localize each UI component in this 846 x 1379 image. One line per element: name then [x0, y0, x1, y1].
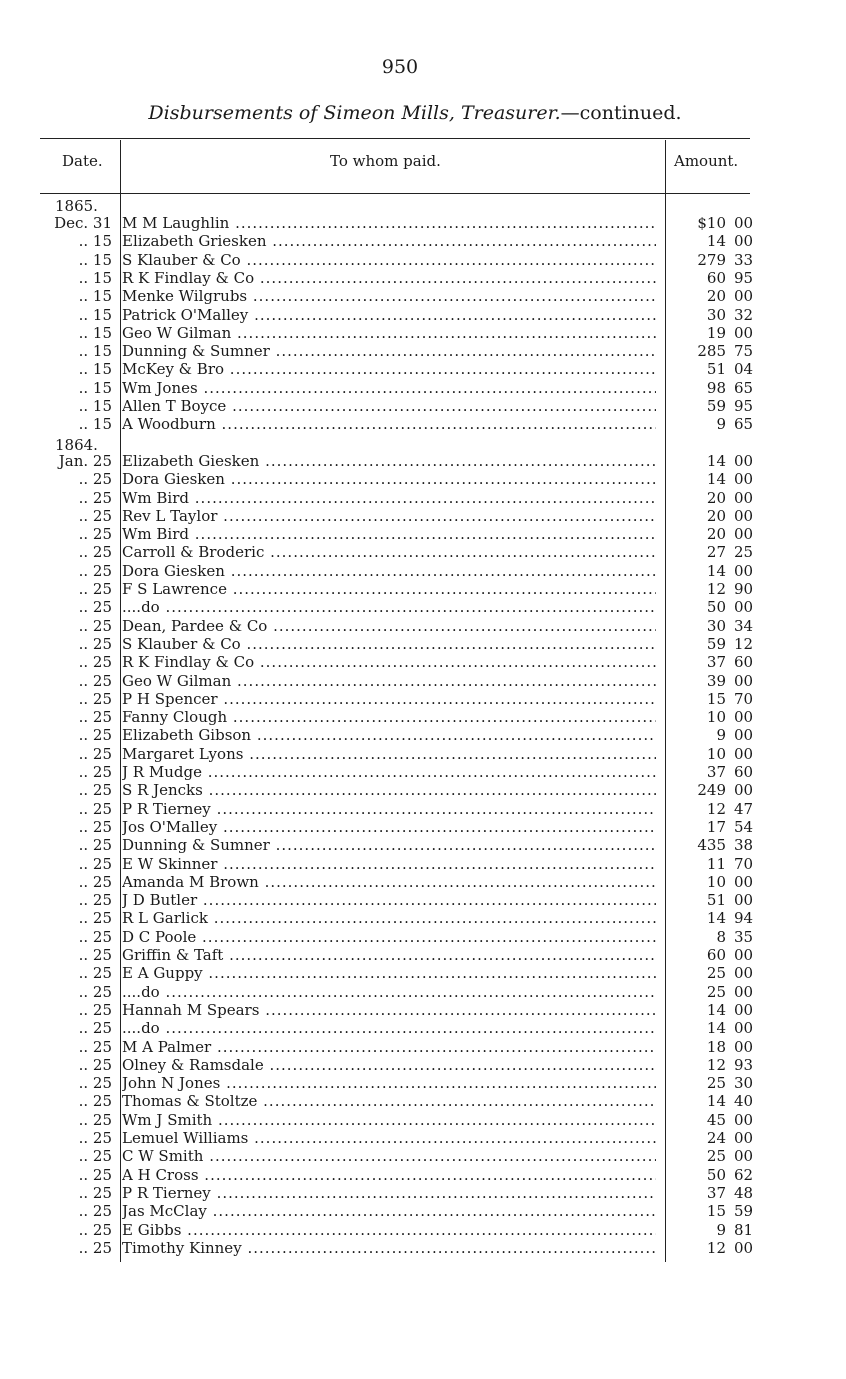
table-row: [0, 1221, 846, 1239]
amount-dollars-cell: 10: [706, 708, 726, 727]
table-row: [0, 397, 846, 415]
table-row: [0, 635, 846, 653]
date-cell: .. 15: [78, 378, 112, 397]
amount-cents-cell: 95: [734, 397, 754, 415]
table-row: [0, 1038, 846, 1056]
amount-dollars-cell: 39: [706, 671, 726, 690]
date-cell: .. 25: [78, 1129, 112, 1147]
amount-cents-cell: 00: [734, 726, 754, 745]
amount-dollars-cell: 37: [706, 763, 726, 781]
amount-cents-cell: 00: [734, 891, 754, 910]
payee-cell: Fanny Clough .....: [122, 708, 656, 726]
date-cell: Jan. 25: [58, 451, 112, 470]
date-cell: .. 25: [78, 1220, 112, 1239]
table-row: [0, 1111, 846, 1129]
amount-cents-cell: 00: [734, 1000, 754, 1019]
date-cell: .. 25: [78, 817, 112, 836]
date-cell: .. 25: [78, 671, 112, 690]
date-cell: .. 25: [78, 1147, 112, 1166]
table-row: [0, 324, 846, 342]
table-row: [0, 964, 846, 982]
amount-cents-cell: 90: [734, 580, 754, 598]
date-cell: .. 25: [78, 1110, 112, 1129]
table-row: [0, 543, 846, 561]
amount-dollars-cell: 50: [706, 598, 726, 617]
payee-cell: Griffin & Taft .....: [122, 946, 656, 964]
amount-cents-cell: 65: [734, 378, 754, 397]
payee-cell: D C Poole .....: [122, 928, 656, 946]
table-row: [0, 489, 846, 507]
header-date: Date.: [62, 152, 103, 170]
amount-dollars-cell: 12: [706, 1055, 726, 1074]
amount-dollars-cell: 30: [706, 305, 726, 324]
payee-cell: Margaret Lyons .....: [122, 745, 656, 763]
amount-cents-cell: 00: [734, 1147, 754, 1166]
table-row: [0, 251, 846, 269]
amount-cents-cell: 00: [734, 598, 754, 617]
date-cell: .. 25: [78, 1019, 112, 1038]
amount-dollars-cell: 51: [706, 360, 726, 379]
header-payee: To whom paid.: [330, 152, 441, 170]
table-row: [0, 1092, 846, 1110]
amount-dollars-cell: 15: [706, 689, 726, 708]
amount-dollars-cell: 25: [706, 964, 726, 983]
payee-cell: E A Guppy .....: [122, 964, 656, 982]
date-cell: .. 25: [78, 506, 112, 525]
date-cell: .. 25: [78, 543, 112, 562]
amount-dollars-cell: 20: [706, 525, 726, 544]
amount-cents-cell: 04: [734, 360, 754, 379]
payee-cell: Rev L Taylor .....: [122, 507, 656, 525]
amount-dollars-cell: 10: [706, 744, 726, 763]
date-cell: .. 25: [78, 854, 112, 873]
payee-cell: J D Butler .....: [122, 891, 656, 909]
date-cell: .. 25: [78, 1055, 112, 1074]
amount-cents-cell: 00: [734, 470, 754, 489]
payee-cell: R K Findlay & Co .....: [122, 269, 656, 287]
amount-cents-cell: 94: [734, 909, 754, 928]
date-cell: .. 25: [78, 744, 112, 763]
amount-cents-cell: 65: [734, 415, 754, 434]
table-row: [0, 617, 846, 635]
date-cell: .. 25: [78, 927, 112, 946]
amount-dollars-cell: 25: [706, 982, 726, 1001]
amount-dollars-cell: 17: [706, 817, 726, 836]
payee-cell: Elizabeth Gibson .....: [122, 726, 656, 744]
amount-dollars-cell: 59: [706, 634, 726, 653]
payee-cell: Elizabeth Griesken .....: [122, 232, 656, 250]
table-row: [0, 653, 846, 671]
amount-dollars-cell: 60: [706, 946, 726, 964]
payee-cell: P H Spencer .....: [122, 690, 656, 708]
amount-cents-cell: 33: [734, 250, 754, 269]
table-row: [0, 1019, 846, 1037]
amount-cents-cell: 62: [734, 1165, 754, 1184]
amount-dollars-cell: 59: [706, 397, 726, 415]
table-row: [0, 1129, 846, 1147]
amount-dollars-cell: 25: [706, 1074, 726, 1093]
amount-dollars-cell: 10: [706, 872, 726, 891]
date-cell: .. 25: [78, 964, 112, 983]
amount-dollars-cell: 14: [706, 451, 726, 470]
year-1864: 1864.: [55, 436, 98, 454]
amount-dollars-cell: 50: [706, 1165, 726, 1184]
amount-cents-cell: 00: [734, 1037, 754, 1056]
date-cell: .. 25: [78, 946, 112, 964]
year-1865: 1865.: [55, 197, 98, 215]
date-cell: .. 15: [78, 305, 112, 324]
date-cell: .. 25: [78, 470, 112, 489]
date-cell: .. 25: [78, 616, 112, 635]
amount-cents-cell: 40: [734, 1092, 754, 1111]
payee-cell: Dunning & Sumner .....: [122, 342, 656, 360]
payee-cell: ....do .....: [122, 983, 656, 1001]
amount-dollars-cell: 12: [706, 580, 726, 598]
table-row: [0, 232, 846, 250]
amount-cents-cell: 00: [734, 1110, 754, 1129]
amount-cents-cell: 00: [734, 1129, 754, 1147]
amount-dollars-cell: 14: [706, 470, 726, 489]
date-cell: .. 25: [78, 909, 112, 928]
amount-cents-cell: 48: [734, 1183, 754, 1202]
table-row: [0, 708, 846, 726]
table-row: [0, 1202, 846, 1220]
table-row: [0, 672, 846, 690]
amount-dollars-cell: 98: [706, 378, 726, 397]
payee-cell: Menke Wilgrubs .....: [122, 287, 656, 305]
date-cell: .. 25: [78, 781, 112, 800]
table-row: [0, 1074, 846, 1092]
payee-cell: ....do .....: [122, 1019, 656, 1037]
payee-cell: McKey & Bro .....: [122, 360, 656, 378]
amount-dollars-cell: 8: [716, 927, 726, 946]
title-main: Disbursements of Simeon Mills, Treasurer.: [148, 102, 561, 124]
date-cell: .. 25: [78, 726, 112, 745]
payee-cell: M A Palmer .....: [122, 1038, 656, 1056]
table-row: [0, 287, 846, 305]
date-cell: .. 25: [78, 891, 112, 910]
table-row: [0, 891, 846, 909]
payee-cell: Wm Bird .....: [122, 525, 656, 543]
payee-cell: ....do .....: [122, 598, 656, 616]
amount-cents-cell: 00: [734, 525, 754, 544]
amount-cents-cell: 70: [734, 854, 754, 873]
amount-cents-cell: 00: [734, 946, 754, 964]
amount-dollars-cell: 14: [706, 232, 726, 251]
payee-cell: Carroll & Broderic .....: [122, 543, 656, 561]
amount-cents-cell: 00: [734, 323, 754, 342]
table-row: [0, 342, 846, 360]
amount-dollars-cell: 37: [706, 653, 726, 672]
table-row: [0, 726, 846, 744]
payee-cell: Timothy Kinney .....: [122, 1239, 656, 1257]
payee-cell: Amanda M Brown .....: [122, 873, 656, 891]
table-row: [0, 855, 846, 873]
table-row: [0, 415, 846, 433]
payee-cell: S Klauber & Co .....: [122, 251, 656, 269]
amount-cents-cell: 00: [734, 214, 754, 232]
payee-cell: Allen T Boyce .....: [122, 397, 656, 415]
date-cell: .. 25: [78, 1000, 112, 1019]
date-cell: .. 15: [78, 232, 112, 251]
amount-cents-cell: 59: [734, 1202, 754, 1221]
date-cell: .. 15: [78, 397, 112, 415]
payee-cell: R L Garlick .....: [122, 909, 656, 927]
payee-cell: Wm Bird .....: [122, 489, 656, 507]
table-row: [0, 1239, 846, 1257]
date-cell: .. 25: [78, 836, 112, 855]
amount-cents-cell: 12: [734, 634, 754, 653]
page-title: [40, 102, 790, 124]
amount-dollars-cell: 20: [706, 506, 726, 525]
payee-cell: A H Cross .....: [122, 1166, 656, 1184]
date-cell: .. 25: [78, 1238, 112, 1257]
table-row: [0, 1184, 846, 1202]
payee-cell: M M Laughlin .....: [122, 214, 656, 232]
amount-dollars-cell: 9: [716, 415, 726, 434]
amount-cents-cell: 54: [734, 817, 754, 836]
date-cell: .. 25: [78, 708, 112, 727]
amount-cents-cell: 47: [734, 799, 754, 818]
date-cell: .. 15: [78, 415, 112, 434]
payee-cell: A Woodburn .....: [122, 415, 656, 433]
amount-dollars-cell: 279: [697, 250, 726, 269]
payee-cell: Geo W Gilman .....: [122, 672, 656, 690]
payee-cell: E Gibbs .....: [122, 1221, 656, 1239]
amount-cents-cell: 32: [734, 305, 754, 324]
table-row: [0, 269, 846, 287]
table-row: [0, 818, 846, 836]
payee-cell: R K Findlay & Co .....: [122, 653, 656, 671]
date-cell: .. 25: [78, 689, 112, 708]
table-row: [0, 1001, 846, 1019]
date-cell: .. 25: [78, 1183, 112, 1202]
amount-dollars-cell: 12: [706, 799, 726, 818]
amount-cents-cell: 60: [734, 653, 754, 672]
date-cell: .. 25: [78, 561, 112, 580]
table-row: [0, 928, 846, 946]
amount-dollars-cell: 11: [706, 854, 726, 873]
amount-cents-cell: 00: [734, 982, 754, 1001]
amount-cents-cell: 38: [734, 836, 754, 855]
amount-dollars-cell: 9: [716, 726, 726, 745]
date-cell: .. 25: [78, 763, 112, 781]
date-cell: Dec. 31: [54, 214, 112, 232]
payee-cell: Dora Giesken .....: [122, 562, 656, 580]
date-cell: .. 25: [78, 1092, 112, 1111]
amount-cents-cell: 34: [734, 616, 754, 635]
amount-cents-cell: 00: [734, 708, 754, 727]
amount-cents-cell: 95: [734, 268, 754, 287]
payee-cell: Geo W Gilman .....: [122, 324, 656, 342]
amount-cents-cell: 00: [734, 287, 754, 306]
amount-dollars-cell: 27: [706, 543, 726, 562]
amount-cents-cell: 25: [734, 543, 754, 562]
amount-cents-cell: 00: [734, 506, 754, 525]
amount-cents-cell: 35: [734, 927, 754, 946]
table-row: [0, 214, 846, 232]
amount-dollars-cell: 45: [706, 1110, 726, 1129]
amount-cents-cell: 00: [734, 964, 754, 983]
payee-cell: Lemuel Williams .....: [122, 1129, 656, 1147]
table-row: [0, 562, 846, 580]
amount-dollars-cell: 14: [706, 909, 726, 928]
amount-dollars-cell: 249: [697, 781, 726, 800]
payee-cell: Wm J Smith .....: [122, 1111, 656, 1129]
amount-dollars-cell: 18: [706, 1037, 726, 1056]
payee-cell: Jos O'Malley .....: [122, 818, 656, 836]
amount-cents-cell: 60: [734, 763, 754, 781]
date-cell: .. 25: [78, 488, 112, 507]
table-row: [0, 873, 846, 891]
amount-dollars-cell: 60: [706, 268, 726, 287]
date-cell: .. 25: [78, 799, 112, 818]
date-cell: .. 15: [78, 323, 112, 342]
payee-cell: Hannah M Spears .....: [122, 1001, 656, 1019]
amount-dollars-cell: 19: [706, 323, 726, 342]
date-cell: .. 15: [78, 287, 112, 306]
date-cell: .. 25: [78, 982, 112, 1001]
payee-cell: Olney & Ramsdale .....: [122, 1056, 656, 1074]
table-row: [0, 306, 846, 324]
payee-cell: P R Tierney .....: [122, 1184, 656, 1202]
date-cell: .. 25: [78, 525, 112, 544]
amount-dollars-cell: 14: [706, 1019, 726, 1038]
amount-cents-cell: 93: [734, 1055, 754, 1074]
amount-dollars-cell: 24: [706, 1129, 726, 1147]
date-cell: .. 25: [78, 634, 112, 653]
date-cell: .. 15: [78, 250, 112, 269]
table-row: [0, 525, 846, 543]
amount-dollars-cell: 435: [697, 836, 726, 855]
date-cell: .. 25: [78, 580, 112, 598]
amount-dollars-cell: 20: [706, 287, 726, 306]
payee-cell: Jas McClay .....: [122, 1202, 656, 1220]
title-continued: —continued.: [560, 102, 682, 124]
amount-cents-cell: 00: [734, 488, 754, 507]
payee-cell: P R Tierney .....: [122, 800, 656, 818]
table-row: [0, 983, 846, 1001]
amount-cents-cell: 00: [734, 1238, 754, 1257]
table-row: [0, 745, 846, 763]
payee-cell: Elizabeth Giesken .....: [122, 452, 656, 470]
amount-cents-cell: 00: [734, 872, 754, 891]
date-cell: .. 25: [78, 653, 112, 672]
header-amount: Amount.: [674, 152, 739, 170]
amount-cents-cell: 00: [734, 451, 754, 470]
date-cell: .. 25: [78, 1037, 112, 1056]
amount-dollars-cell: 14: [706, 1092, 726, 1111]
date-cell: .. 25: [78, 598, 112, 617]
amount-cents-cell: 00: [734, 232, 754, 251]
amount-dollars-cell: 51: [706, 891, 726, 910]
amount-cents-cell: 70: [734, 689, 754, 708]
amount-dollars-cell: 25: [706, 1147, 726, 1166]
payee-cell: Thomas & Stoltze .....: [122, 1092, 656, 1110]
table-row: [0, 836, 846, 854]
amount-cents-cell: 00: [734, 561, 754, 580]
payee-cell: Dunning & Sumner .....: [122, 836, 656, 854]
table-row: [0, 763, 846, 781]
payee-cell: C W Smith .....: [122, 1147, 656, 1165]
amount-cents-cell: 00: [734, 1019, 754, 1038]
table-row: [0, 909, 846, 927]
table-row: [0, 452, 846, 470]
amount-dollars-cell: 285: [697, 342, 726, 361]
payee-cell: S Klauber & Co .....: [122, 635, 656, 653]
amount-cents-cell: 00: [734, 671, 754, 690]
payee-cell: F S Lawrence .....: [122, 580, 656, 598]
payee-cell: E W Skinner .....: [122, 855, 656, 873]
date-cell: .. 25: [78, 1074, 112, 1093]
date-cell: .. 15: [78, 268, 112, 287]
table-row: [0, 946, 846, 964]
amount-cents-cell: 00: [734, 781, 754, 800]
table-row: [0, 1056, 846, 1074]
amount-dollars-cell: 12: [706, 1238, 726, 1257]
date-cell: .. 25: [78, 1165, 112, 1184]
table-row: [0, 580, 846, 598]
date-cell: .. 25: [78, 1202, 112, 1221]
payee-cell: Patrick O'Malley .....: [122, 306, 656, 324]
amount-dollars-cell: 15: [706, 1202, 726, 1221]
table-row: [0, 598, 846, 616]
header-rule-bottom: [40, 193, 750, 194]
amount-dollars-cell: $10: [697, 214, 726, 232]
date-cell: .. 15: [78, 342, 112, 361]
amount-dollars-cell: 14: [706, 561, 726, 580]
amount-cents-cell: 00: [734, 744, 754, 763]
table-row: [0, 507, 846, 525]
payee-cell: John N Jones .....: [122, 1074, 656, 1092]
payee-cell: Dean, Pardee & Co .....: [122, 617, 656, 635]
table-row: [0, 1147, 846, 1165]
amount-cents-cell: 81: [734, 1220, 754, 1239]
amount-cents-cell: 75: [734, 342, 754, 361]
table-row: [0, 781, 846, 799]
table-row: [0, 360, 846, 378]
payee-cell: J R Mudge .....: [122, 763, 656, 781]
table-row: [0, 379, 846, 397]
amount-cents-cell: 30: [734, 1074, 754, 1093]
table-row: [0, 800, 846, 818]
amount-dollars-cell: 20: [706, 488, 726, 507]
amount-dollars-cell: 37: [706, 1183, 726, 1202]
amount-dollars-cell: 9: [716, 1220, 726, 1239]
date-cell: .. 25: [78, 872, 112, 891]
table-row: [0, 470, 846, 488]
page-number: 950: [381, 56, 419, 78]
payee-cell: Dora Giesken .....: [122, 470, 656, 488]
date-cell: .. 15: [78, 360, 112, 379]
table-row: [0, 1166, 846, 1184]
payee-cell: S R Jencks .....: [122, 781, 656, 799]
payee-cell: Wm Jones .....: [122, 379, 656, 397]
header-rule-top: [40, 138, 750, 139]
amount-dollars-cell: 14: [706, 1000, 726, 1019]
table-row: [0, 690, 846, 708]
amount-dollars-cell: 30: [706, 616, 726, 635]
